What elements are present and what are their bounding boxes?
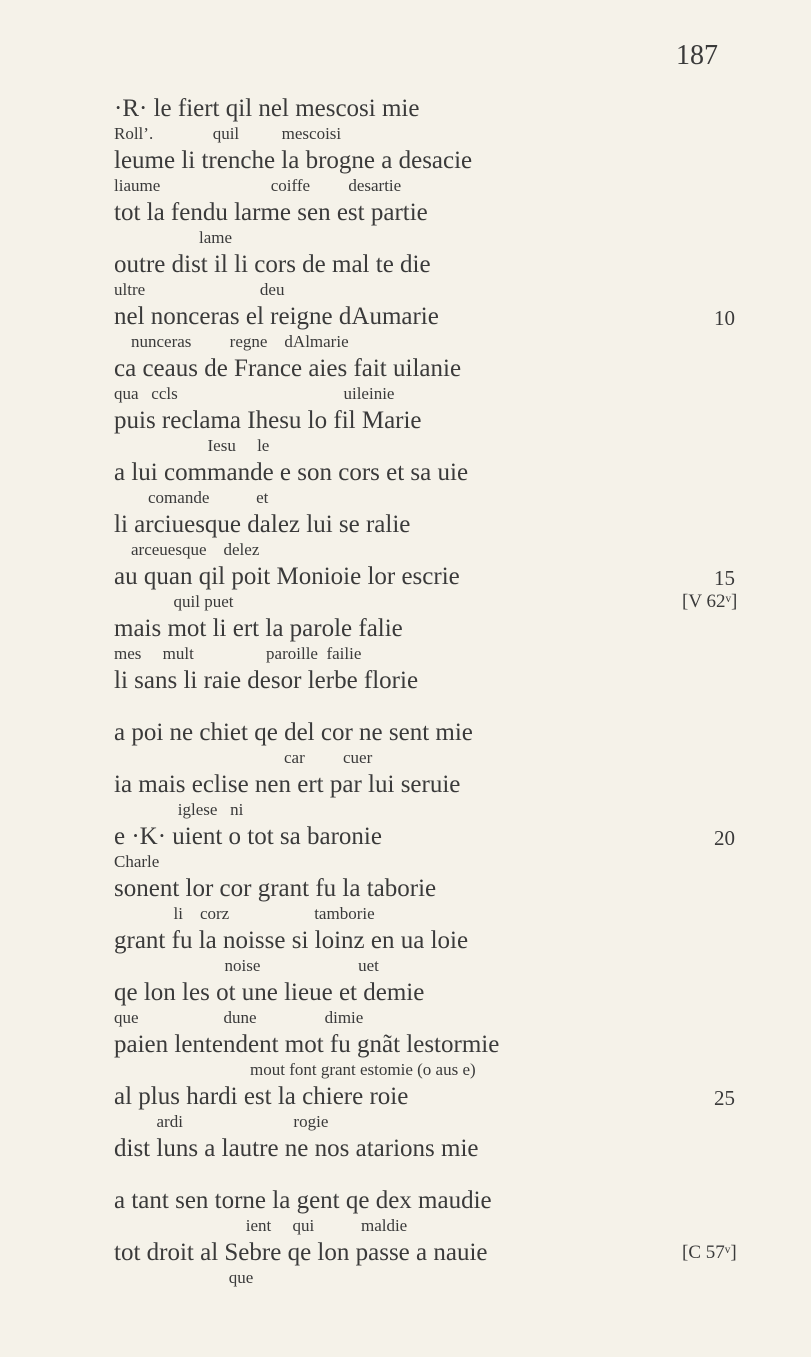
verse-line: nel nonceras el reigne dAumarie: [114, 303, 439, 330]
verse-line: li sans li raie desor lerbe florie: [114, 667, 419, 694]
verse-pair: [114, 304, 754, 356]
verse-line: a poi ne chiet qe del cor ne sent mie: [114, 719, 473, 746]
variant-reading: noise uet: [114, 956, 379, 975]
verse-line: grant fu la noisse si loinz en ua loie: [114, 927, 469, 954]
variant-reading: iglese ni: [114, 800, 244, 819]
verse-line: dist luns a lautre ne nos atarions mie: [114, 1135, 479, 1162]
page-number: 187: [676, 40, 718, 71]
verse-line: sonent lor cor grant fu la taborie: [114, 875, 437, 902]
variant-reading: mes mult paroille failie: [114, 644, 362, 663]
verse-line: paien lentendent mot fu gnãt lestormie: [114, 1031, 500, 1058]
variant-reading: quil puet: [114, 592, 234, 611]
variant-reading: nunceras regne dAlmarie: [114, 332, 349, 351]
line-number: 10: [714, 306, 735, 330]
line-number: 15: [714, 566, 735, 590]
verse-line: a tant sen torne la gent qe dex maudie: [114, 1187, 492, 1214]
variant-reading: Iesu le: [114, 436, 270, 455]
variant-reading: ient qui maldie: [114, 1216, 408, 1235]
verse-pair: [114, 876, 754, 928]
variant-reading: ultre deu: [114, 280, 285, 299]
verse-pair: [114, 1084, 754, 1136]
verse-pair: [114, 668, 754, 720]
variant-reading: Charle: [114, 852, 160, 871]
verse-pair: [114, 200, 754, 252]
verse-line: ia mais eclise nen ert par lui seruie: [114, 771, 461, 798]
verse-pair: [114, 1032, 754, 1084]
verse-line: ·R· le fiert qil nel mescosi mie: [114, 95, 420, 122]
line-number: 25: [714, 1086, 735, 1110]
verse-line: tot droit al Sebre qe lon passe a nauie: [114, 1239, 488, 1266]
variant-reading: li corz tamborie: [114, 904, 375, 923]
folio-reference: [C 57ᵛ]: [682, 1242, 737, 1263]
verse-pair: [114, 1240, 754, 1292]
line-number: 20: [714, 826, 735, 850]
variant-reading: arceuesque delez: [114, 540, 260, 559]
verse-pair: [114, 616, 754, 668]
verse-pair: [114, 148, 754, 200]
folio-reference: [V 62ᵛ]: [682, 591, 738, 612]
verse-pair: [114, 1188, 754, 1240]
variant-reading: qua ccls uileinie: [114, 384, 395, 403]
variant-reading: que: [114, 1268, 254, 1287]
verse-pair: [114, 824, 754, 876]
variant-reading: car cuer: [114, 748, 373, 767]
verse-line: e ·K· uient o tot sa baronie: [114, 823, 382, 850]
verse-pair: [114, 928, 754, 980]
verse-pair: [114, 96, 754, 148]
variant-reading: liaume coiffe desartie: [114, 176, 402, 195]
variant-reading: ardi rogie: [114, 1112, 329, 1131]
verse-line: mais mot li ert la parole falie: [114, 615, 403, 642]
verse-pair: [114, 356, 754, 408]
verse-pair: [114, 564, 754, 616]
verse-line: leume li trenche la brogne a desacie: [114, 147, 473, 174]
verse-pair: [114, 980, 754, 1032]
verse-line: tot la fendu larme sen est partie: [114, 199, 428, 226]
variant-reading: mout font grant estomie (o aus e): [114, 1060, 476, 1079]
verse-pair: [114, 720, 754, 772]
verse-pair: [114, 512, 754, 564]
verse-line: ca ceaus de France aies fait uilanie: [114, 355, 462, 382]
verse-line: a lui commande e son cors et sa uie: [114, 459, 469, 486]
verse-line: qe lon les ot une lieue et demie: [114, 979, 425, 1006]
verse-pair: [114, 772, 754, 824]
verse-line: li arciuesque dalez lui se ralie: [114, 511, 411, 538]
variant-reading: comande et: [114, 488, 269, 507]
verse-pair: [114, 252, 754, 304]
verse-pair: [114, 1136, 754, 1188]
verse-pair: [114, 460, 754, 512]
verse-line: al plus hardi est la chiere roie: [114, 1083, 409, 1110]
verse-line: au quan qil poit Monioie lor escrie: [114, 563, 460, 590]
verse-pair: [114, 408, 754, 460]
variant-reading: que dune dimie: [114, 1008, 364, 1027]
verse-line: outre dist il li cors de mal te die: [114, 251, 431, 278]
verse-line: puis reclama Ihesu lo fil Marie: [114, 407, 422, 434]
variant-reading: lame: [114, 228, 233, 247]
variant-reading: Roll’. quil mescoisi: [114, 124, 342, 143]
